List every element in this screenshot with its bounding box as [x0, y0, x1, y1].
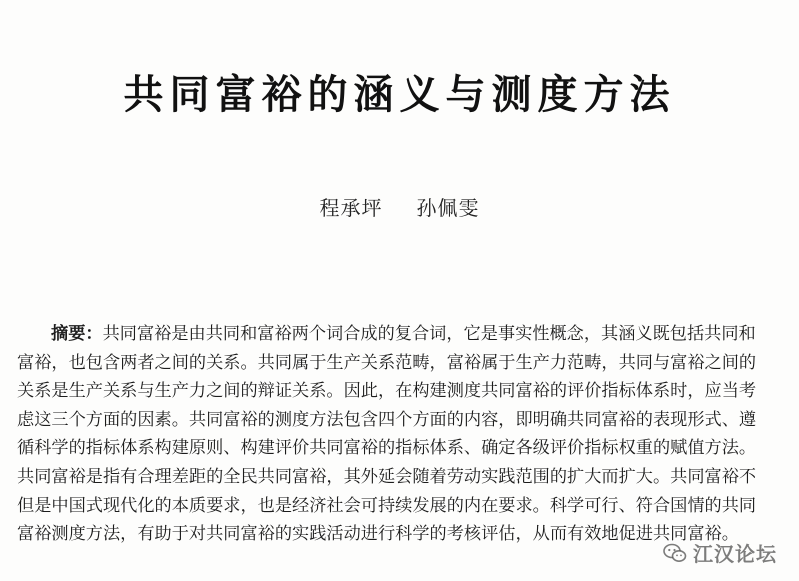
author-name: 孙佩雯 [416, 196, 480, 220]
abstract-line: 富裕，也包含两者之间的关系。共同属于生产关系范畴，富裕属于生产力范畴，共同与富裕之间的 [17, 352, 757, 373]
abstract-line: 富裕测度方法，有助于对共同富裕的实践活动进行科学的考核评估，从而有效地促进共同富裕。 [17, 524, 739, 545]
abstract-line [17, 320, 781, 349]
abstract-line: 关系是生产关系与生产力之间的辩证关系。因此，在构建测度共同富裕的评价指标体系时，应当考 [17, 381, 757, 402]
abstract-text: 共同富裕是由共同和富裕两个词合成的复合词，它是事实性概念，其涵义既包括共同和 [102, 324, 756, 344]
abstract-line: 但是中国式现代化的本质要求，也是经济社会可持续发展的内在要求。科学可行、符合国情的共同 [17, 495, 757, 516]
abstract-line: 虑这三个方面的因素。共同富裕的测度方法包含四个方面的内容，即明确共同富裕的表现形式、遵 [17, 409, 757, 430]
abstract-line: 循科学的指标体系构建原则、构建评价共同富裕的指标体系、确定各级评价指标权重的赋值方法。 [17, 438, 757, 459]
abstract-line: 共同富裕是指有合理差距的全民共同富裕，其外延会随着劳动实践范围的扩大而扩大。共同富裕不 [17, 466, 757, 487]
author-name: 程承坪 [319, 196, 383, 220]
paper-title: 共同富裕的涵义与测度方法 [123, 70, 676, 118]
watermark [663, 538, 777, 567]
watermark-text: 江汉论坛 [693, 542, 777, 566]
abstract [17, 320, 781, 549]
abstract-label: 摘要： [51, 324, 103, 344]
author-list [0, 192, 799, 221]
wechat-icon [663, 543, 687, 563]
